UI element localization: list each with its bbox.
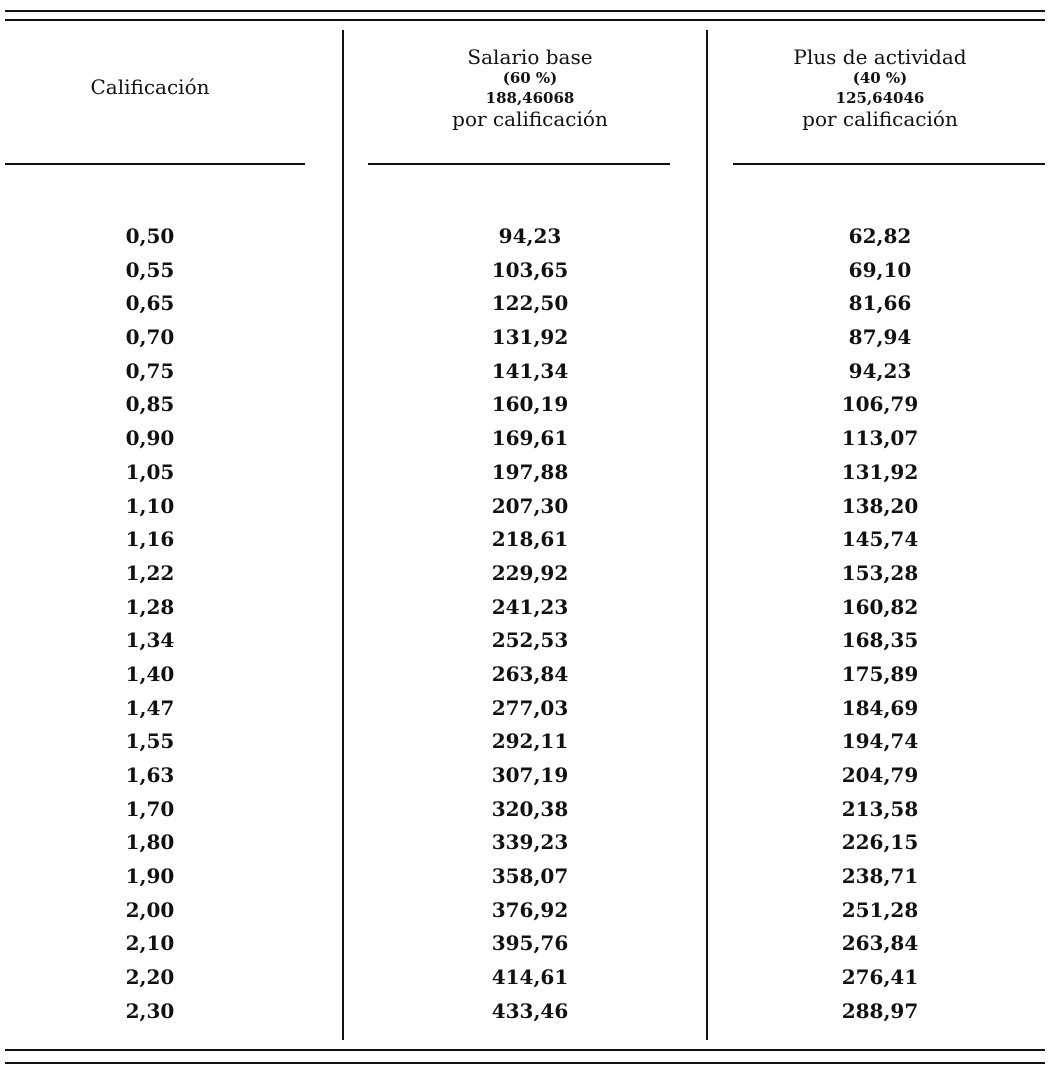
table-cell: 131,92	[491, 325, 569, 350]
header-per: por calificación	[802, 107, 958, 131]
table-cell: 2,10	[125, 931, 175, 956]
column-divider	[706, 30, 708, 1040]
table-cell: 1,70	[125, 796, 175, 821]
table-cell: 433,46	[491, 998, 569, 1023]
table-cell: 395,76	[491, 931, 569, 956]
table-cell: 62,82	[848, 224, 912, 248]
table-cell: 238,71	[841, 864, 919, 889]
table-cell: 226,15	[841, 830, 919, 855]
table-cell: 1,47	[125, 695, 175, 720]
table-cell: 175,89	[841, 661, 919, 686]
table-cell: 0,65	[125, 291, 175, 316]
table-cell: 1,28	[125, 594, 175, 619]
header-salario-base	[370, 46, 690, 130]
column-plus-actividad	[790, 220, 970, 1029]
table-cell: 1,63	[125, 763, 175, 787]
table-cell: 1,16	[125, 527, 175, 552]
table-cell: 0,90	[125, 426, 175, 451]
table-cell: 218,61	[491, 527, 569, 552]
table-cell: 288,97	[841, 998, 919, 1023]
table-cell: 1,80	[125, 830, 175, 855]
table-cell: 141,34	[491, 358, 569, 383]
table-cell: 1,10	[125, 493, 175, 518]
table-cell: 168,35	[841, 628, 919, 653]
table-cell: 1,22	[125, 560, 175, 585]
bottom-rule	[5, 1062, 1045, 1064]
bottom-rule	[5, 1049, 1045, 1051]
table-cell: 113,07	[841, 426, 919, 451]
table-cell: 207,30	[491, 493, 569, 518]
table-cell: 277,03	[491, 695, 569, 720]
header-rule	[368, 163, 670, 165]
table-cell: 204,79	[841, 763, 919, 787]
table-cell: 0,50	[125, 224, 175, 248]
table-cell: 376,92	[491, 897, 569, 922]
table-cell: 252,53	[491, 628, 569, 653]
header-percent: (60 %)	[502, 69, 558, 87]
header-percent: (40 %)	[852, 69, 908, 87]
table-cell: 69,10	[848, 257, 912, 282]
top-rule	[5, 19, 1045, 21]
table-cell: 122,50	[491, 291, 569, 316]
table-cell: 2,00	[125, 897, 175, 922]
table-cell: 0,70	[125, 325, 175, 350]
table-cell: 160,82	[841, 594, 919, 619]
table-cell: 213,58	[841, 796, 919, 821]
header-rule	[5, 163, 305, 165]
table-cell: 276,41	[841, 965, 919, 990]
table-cell: 0,55	[125, 257, 175, 282]
table-cell: 1,90	[125, 864, 175, 889]
table-cell: 263,84	[491, 661, 569, 686]
column-salario-base	[440, 220, 620, 1029]
table-cell: 169,61	[491, 426, 569, 451]
table-cell: 106,79	[841, 392, 919, 417]
table-cell: 194,74	[841, 729, 919, 754]
header-factor: 125,64046	[835, 89, 925, 107]
header-factor: 188,46068	[485, 89, 575, 107]
header-plus-actividad	[730, 46, 1030, 130]
table-cell: 229,92	[491, 560, 569, 585]
header-calificacion: Calificación	[90, 75, 210, 99]
table-cell: 1,55	[125, 729, 175, 754]
header-title: Salario base	[467, 45, 593, 69]
table-cell: 103,65	[491, 257, 569, 282]
table-cell: 153,28	[841, 560, 919, 585]
table-cell: 414,61	[491, 965, 569, 990]
table-cell: 2,30	[125, 998, 175, 1023]
table-cell: 1,34	[125, 628, 175, 653]
header-title: Plus de actividad	[793, 45, 967, 69]
table-cell: 339,23	[491, 830, 569, 855]
table-cell: 241,23	[491, 594, 569, 619]
table-cell: 307,19	[491, 763, 569, 787]
table-cell: 138,20	[841, 493, 919, 518]
header-per: por calificación	[452, 107, 608, 131]
table-cell: 292,11	[491, 729, 569, 754]
table-cell: 251,28	[841, 897, 919, 922]
table-cell: 1,40	[125, 661, 175, 686]
column-divider	[342, 30, 344, 1040]
table-cell: 320,38	[491, 796, 569, 821]
table-cell: 1,05	[125, 459, 175, 484]
table-cell: 160,19	[491, 392, 569, 417]
table-cell: 131,92	[841, 459, 919, 484]
table-cell: 87,94	[848, 325, 912, 350]
table-cell: 263,84	[841, 931, 919, 956]
table-cell: 2,20	[125, 965, 175, 990]
top-rule	[5, 10, 1045, 12]
table-cell: 358,07	[491, 864, 569, 889]
table-cell: 0,85	[125, 392, 175, 417]
table-cell: 94,23	[848, 358, 912, 383]
table-cell: 197,88	[491, 459, 569, 484]
table-cell: 94,23	[498, 224, 562, 248]
table-cell: 81,66	[848, 291, 912, 316]
table-cell: 145,74	[841, 527, 919, 552]
table-cell: 184,69	[841, 695, 919, 720]
column-calificacion	[60, 220, 240, 1029]
header-rule	[733, 163, 1045, 165]
table-cell: 0,75	[125, 358, 175, 383]
